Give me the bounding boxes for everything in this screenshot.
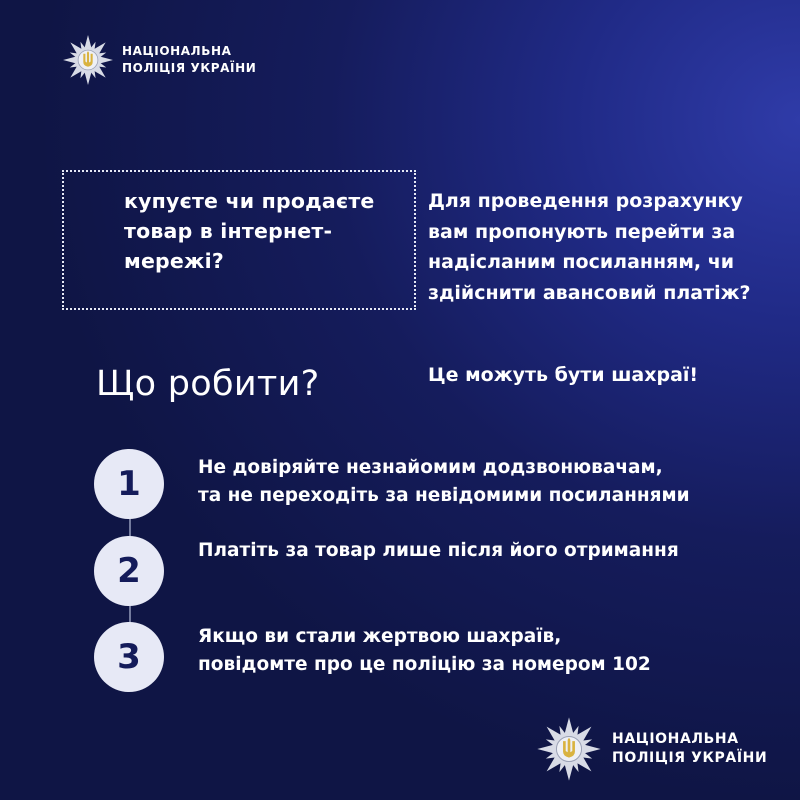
step-3-text [198,623,788,679]
brand-logo-top [62,34,256,86]
step-1-text [198,454,788,510]
step-1-line-1: Не довіряйте незнайомим додзвонювачам, [198,457,663,478]
step-3-line-2: повідомте про це поліцію за номером 102 [198,654,651,675]
step-2-number: 2 [94,536,164,606]
brand-line-1: НАЦІОНАЛЬНА [612,731,739,747]
step-1-line-2: та не переходіть за невідомими посиланнями [198,485,690,506]
scam-description: Для проведення розрахунку вам пропонують перейти за надісланим посиланням, чи здійснити авансовий платіж? [428,190,751,304]
brand-logo-bottom [536,716,767,782]
step-3-line-1: Якщо ви стали жертвою шахраїв, [198,626,562,647]
brand-line-1: НАЦІОНАЛЬНА [122,44,232,58]
section-title: Що робити? [96,364,320,404]
brand-name [612,730,767,768]
brand-line-2: ПОЛІЦІЯ УКРАЇНИ [612,750,768,766]
step-2-text [198,537,788,565]
brand-line-2: ПОЛІЦІЯ УКРАЇНИ [122,61,257,75]
step-2-line-1: Платіть за товар лише після його отримання [198,540,679,561]
step-1-number: 1 [94,449,164,519]
step-3-number: 3 [94,622,164,692]
brand-name [122,43,256,77]
police-badge-icon [62,34,114,86]
police-badge-icon [536,716,602,782]
warning-text: Це можуть бути шахраї! [428,364,699,386]
question-text: купуєте чи продаєте товар в інтернет-мережі? [124,189,375,273]
